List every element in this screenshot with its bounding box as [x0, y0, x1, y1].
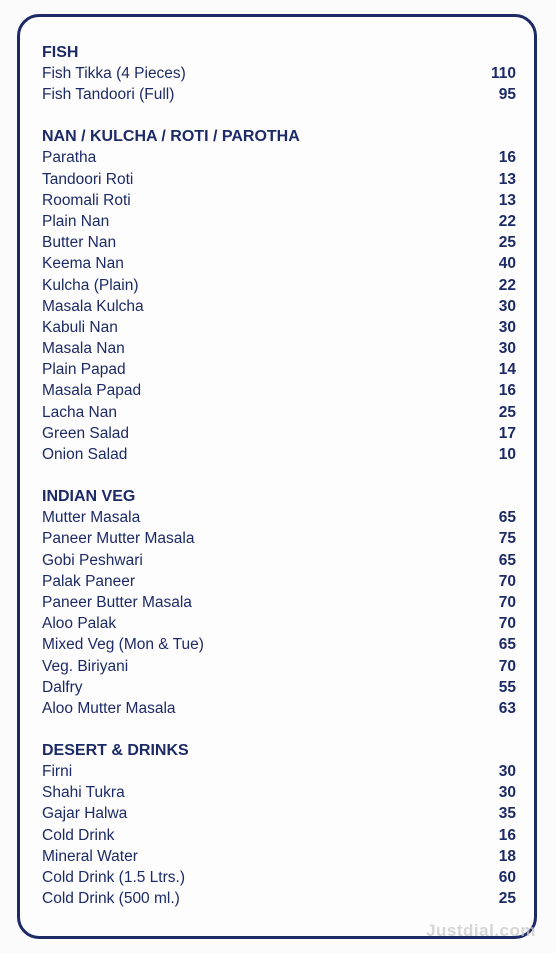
menu-item-row: [42, 317, 516, 338]
menu-item-row: [42, 656, 516, 677]
section-title: NAN / KULCHA / ROTI / PAROTHA: [42, 128, 300, 146]
menu-item-name: Plain Papad: [42, 361, 126, 379]
menu-item-price: 25: [498, 403, 516, 421]
menu-item-row: [42, 84, 516, 105]
menu-item-row: [42, 63, 516, 84]
menu-item-price: 55: [498, 678, 516, 696]
menu-list: [42, 42, 516, 909]
menu-item-price: 60: [498, 869, 516, 886]
menu-item-name: Firni: [42, 763, 73, 781]
menu-item-price: 70: [498, 593, 516, 611]
menu-item-row: [42, 359, 516, 380]
menu-item-price: 30: [498, 763, 516, 781]
menu-item-price: 13: [498, 170, 516, 188]
menu-item-row: [42, 677, 516, 698]
menu-item-name: Mixed Veg (Mon & Tue): [42, 636, 204, 654]
menu-item-name: Aloo Mutter Masala: [42, 699, 176, 717]
section-gap: [42, 719, 516, 740]
menu-item-price: 70: [498, 657, 516, 675]
menu-item-name: Veg. Biriyani: [42, 657, 129, 675]
menu-item-row: [42, 423, 516, 444]
menu-item-price: 63: [498, 699, 516, 717]
menu-item-price: 25: [498, 234, 516, 252]
menu-item-row: [42, 571, 516, 592]
menu-item-name: Mutter Masala: [42, 509, 141, 527]
menu-item-name: Roomali Roti: [42, 191, 131, 209]
menu-item-price: 30: [498, 340, 516, 358]
menu-item-name: Masala Papad: [42, 382, 142, 400]
menu-item-price: 70: [498, 572, 516, 590]
menu-item-name: Cold Drink (1.5 Ltrs.): [42, 869, 185, 886]
menu-item-row: [42, 147, 516, 168]
menu-item-row: [42, 211, 516, 232]
menu-item-name: Fish Tikka (4 Pieces): [42, 65, 186, 82]
menu-item-price: 65: [498, 509, 516, 527]
menu-item-name: Masala Kulcha: [42, 297, 144, 315]
menu-item-price: 13: [498, 191, 516, 209]
menu-item-name: Green Salad: [42, 424, 130, 442]
menu-item-price: 18: [498, 847, 516, 865]
menu-item-name: Onion Salad: [42, 446, 128, 463]
menu-item-name: Gajar Halwa: [42, 805, 128, 823]
menu-item-name: Masala Nan: [42, 340, 125, 358]
menu-item-row: [42, 825, 516, 846]
menu-item-name: Cold Drink: [42, 826, 115, 844]
menu-item-price: 17: [498, 424, 516, 442]
menu-item-row: [42, 782, 516, 803]
menu-item-name: Lacha Nan: [42, 403, 117, 421]
menu-item-row: [42, 253, 516, 274]
menu-item-name: Tandoori Roti: [42, 170, 134, 188]
menu-item-row: [42, 634, 516, 655]
menu-item-row: [42, 803, 516, 824]
menu-item-row: [42, 761, 516, 782]
menu-item-price: 30: [498, 318, 516, 336]
menu-item-row: [42, 232, 516, 253]
menu-item-row: [42, 169, 516, 190]
menu-item-name: Fish Tandoori (Full): [42, 86, 175, 104]
menu-item-row: [42, 444, 516, 465]
menu-item-row: [42, 507, 516, 528]
section-gap: [42, 105, 516, 126]
menu-item-name: Paratha: [42, 149, 97, 167]
menu-item-row: [42, 888, 516, 909]
menu-item-row: [42, 846, 516, 867]
menu-item-price: 16: [498, 382, 516, 400]
menu-item-price: 95: [498, 86, 516, 104]
menu-item-row: [42, 528, 516, 549]
menu-item-price: 16: [498, 149, 516, 167]
menu-item-row: [42, 592, 516, 613]
menu-item-row: [42, 698, 516, 719]
menu-item-name: Butter Nan: [42, 234, 117, 252]
menu-item-name: Aloo Palak: [42, 615, 117, 633]
menu-item-row: [42, 613, 516, 634]
menu-item-name: Kabuli Nan: [42, 318, 118, 336]
menu-item-price: 65: [498, 636, 516, 654]
menu-item-row: [42, 550, 516, 571]
menu-item-price: 16: [498, 826, 516, 844]
menu-item-name: Mineral Water: [42, 847, 138, 865]
section-gap: [42, 465, 516, 486]
watermark: Justdial.com: [426, 921, 536, 940]
menu-item-row: [42, 380, 516, 401]
menu-item-price: 25: [498, 890, 516, 908]
menu-item-price: 30: [498, 784, 516, 802]
menu-item-price: 14: [498, 361, 516, 379]
menu-item-price: 22: [498, 212, 516, 230]
menu-item-price: 22: [498, 276, 516, 294]
menu-item-name: Paneer Mutter Masala: [42, 530, 195, 548]
menu-item-row: [42, 190, 516, 211]
menu-item-name: Paneer Butter Masala: [42, 593, 192, 611]
menu-item-row: [42, 338, 516, 359]
menu-item-price: 40: [498, 255, 516, 273]
menu-item-row: [42, 402, 516, 423]
menu-item-name: Shahi Tukra: [42, 784, 125, 802]
menu-item-name: Dalfry: [42, 678, 83, 696]
section-title: INDIAN VEG: [42, 488, 136, 506]
menu-item-price: 110: [490, 65, 516, 82]
section-title: DESERT & DRINKS: [42, 742, 189, 760]
menu-item-row: [42, 296, 516, 317]
menu-item-name: Kulcha (Plain): [42, 276, 139, 294]
menu-item-name: Cold Drink (500 ml.): [42, 890, 180, 908]
menu-item-row: [42, 275, 516, 296]
menu-item-name: Gobi Peshwari: [42, 551, 143, 569]
menu-item-price: 10: [498, 446, 516, 463]
menu-item-name: Palak Paneer: [42, 572, 136, 590]
menu-item-price: 75: [498, 530, 516, 548]
menu-item-price: 30: [498, 297, 516, 315]
menu-item-price: 35: [498, 805, 516, 823]
section-title: FISH: [42, 44, 79, 61]
menu-item-price: 65: [498, 551, 516, 569]
menu-item-name: Plain Nan: [42, 212, 110, 230]
menu-item-price: 70: [498, 615, 516, 633]
menu-item-row: [42, 867, 516, 888]
menu-item-name: Keema Nan: [42, 255, 124, 273]
